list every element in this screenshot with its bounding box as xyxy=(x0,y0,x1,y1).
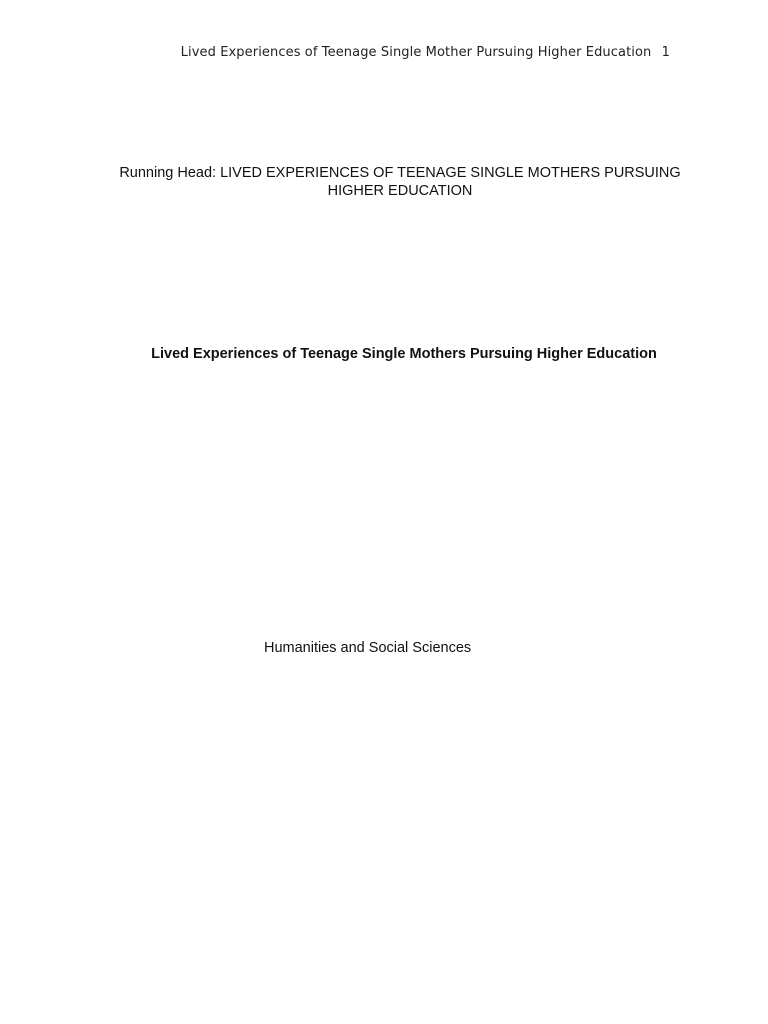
page-number: 1 xyxy=(661,45,670,60)
header-text: Lived Experiences of Teenage Single Mother Pursuing Higher Education xyxy=(180,45,652,60)
running-head xyxy=(100,164,700,200)
running-head-line-1: Running Head: LIVED EXPERIENCES OF TEENAGE SINGLE MOTHERS PURSUING xyxy=(119,165,681,181)
running-head-line-2: HIGHER EDUCATION xyxy=(327,183,473,199)
page-header xyxy=(181,45,670,60)
institution-name: Humanities and Social Sciences xyxy=(264,640,472,656)
paper-title: Lived Experiences of Teenage Single Mothers Pursuing Higher Education xyxy=(151,346,657,362)
